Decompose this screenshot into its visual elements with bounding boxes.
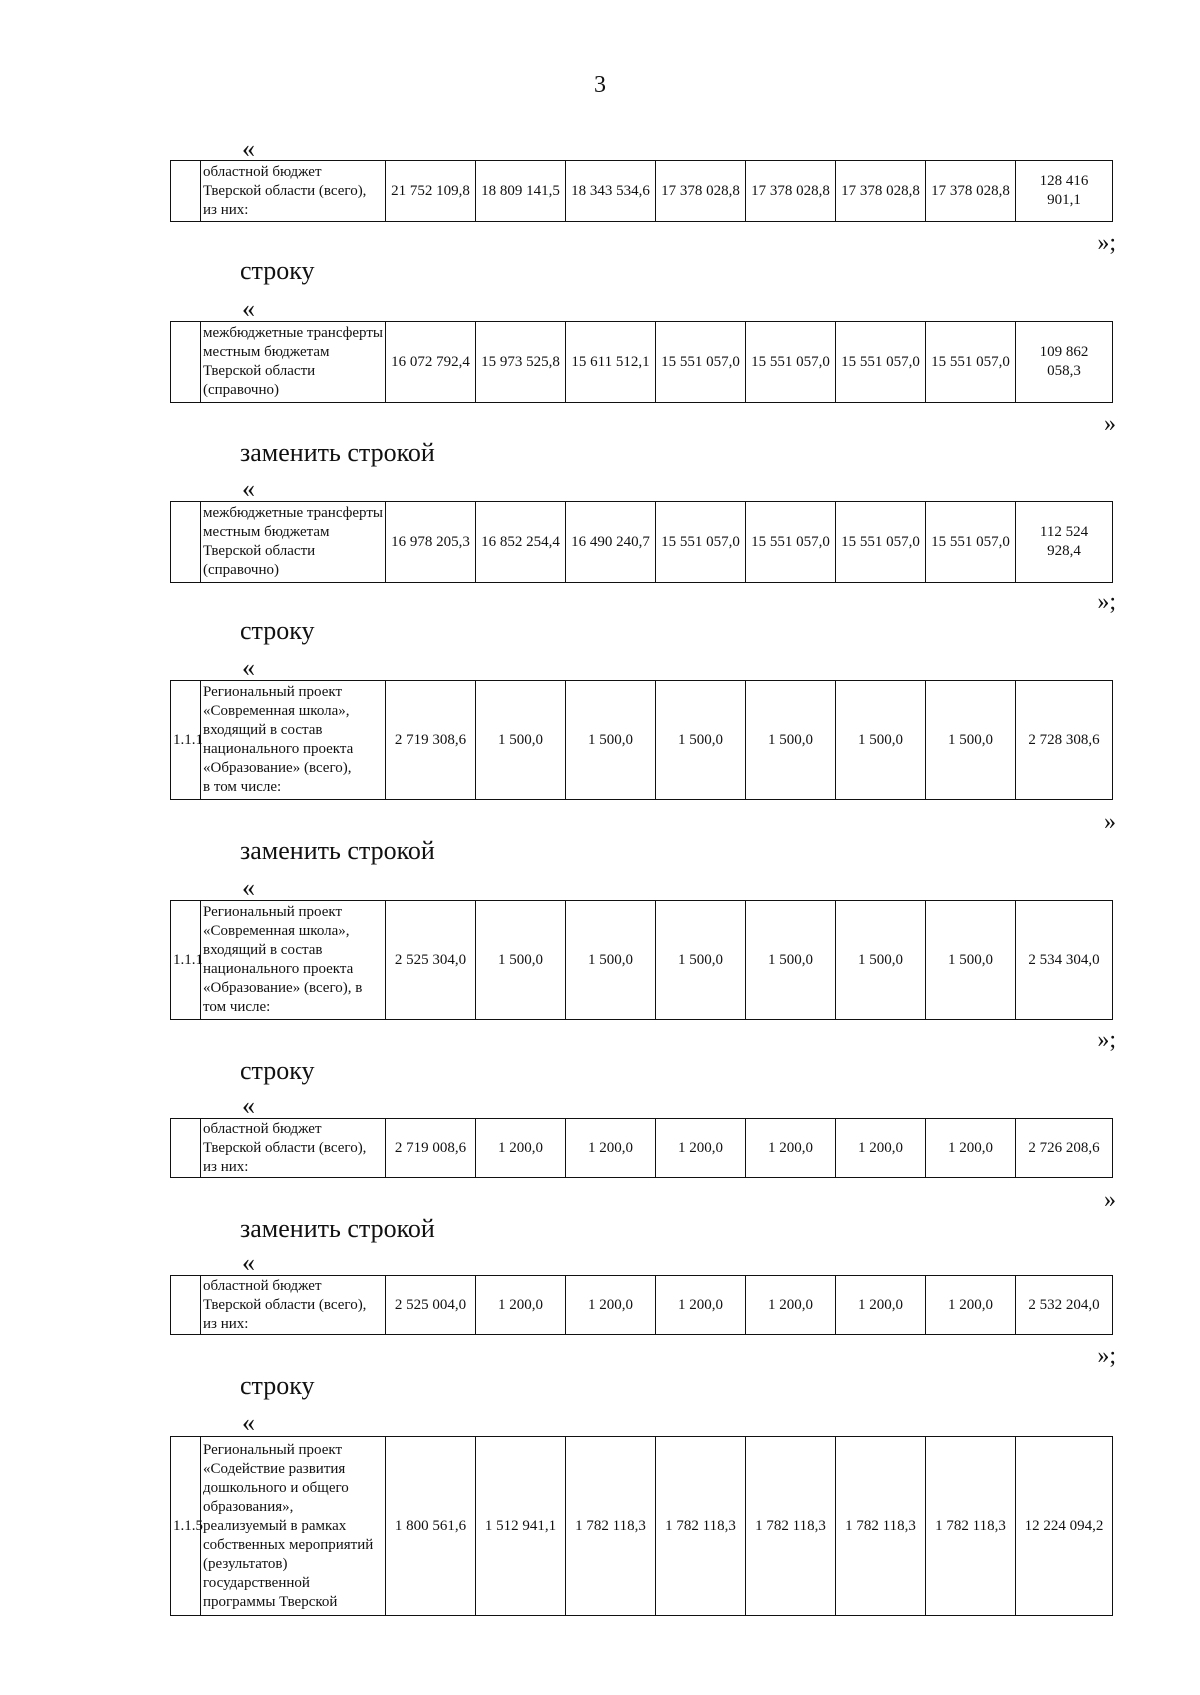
year-value-cell: 15 551 057,0 [836, 322, 926, 403]
row-label-line: «Современная школа», [203, 703, 350, 719]
row-label-line: входящий в состав [203, 722, 323, 738]
row-label-line: реализуемый в рамках [203, 1517, 347, 1534]
row-label-line: том числе: [203, 999, 271, 1015]
year-value-cell: 1 200,0 [656, 1119, 746, 1178]
year-value-cell: 15 611 512,1 [566, 322, 656, 403]
instruction-row: строку [240, 1056, 315, 1085]
year-value-cell: 1 500,0 [566, 901, 656, 1020]
year-value-cell: 15 551 057,0 [746, 322, 836, 403]
row-number [171, 161, 201, 222]
year-value-cell: 17 378 028,8 [746, 161, 836, 222]
instruction-row: строку [240, 256, 315, 285]
row-label-line: собственных мероприятий [203, 1536, 374, 1553]
year-value-cell: 21 752 109,8 [386, 161, 476, 222]
year-value-cell: 1 200,0 [746, 1276, 836, 1335]
year-value-cell: 1 200,0 [746, 1119, 836, 1178]
year-value-cell: 1 500,0 [836, 901, 926, 1020]
year-value-cell: 2 719 008,6 [386, 1119, 476, 1178]
open-quote: « [242, 653, 255, 682]
total-line: 058,3 [1047, 363, 1081, 379]
total-line: 928,4 [1047, 543, 1081, 559]
year-value-cell: 2 525 004,0 [386, 1276, 476, 1335]
year-value-cell: 1 500,0 [926, 901, 1016, 1020]
row-label [201, 161, 386, 222]
row-label-line: из них: [203, 1315, 249, 1332]
year-value-cell: 15 551 057,0 [746, 502, 836, 583]
row-label-line: областной бюджет [203, 1277, 322, 1294]
row-label [201, 1437, 386, 1616]
row-label-line: «Содействие развития [203, 1460, 346, 1477]
year-value-cell: 1 200,0 [566, 1119, 656, 1178]
total-cell [1016, 681, 1113, 800]
row-number: 1.1.1 [171, 901, 201, 1020]
instruction-row: строку [240, 1371, 315, 1400]
total-line: 2 532 204,0 [1028, 1296, 1100, 1313]
row-number: 1.1.5 [171, 1437, 201, 1616]
open-quote: « [242, 294, 255, 323]
table-row [170, 900, 1113, 1020]
row-label-line: Тверской области [203, 543, 316, 559]
close-quote: »; [1097, 1027, 1116, 1053]
row-label-line: межбюджетные трансферты [203, 505, 383, 521]
open-quote: « [242, 1091, 255, 1120]
year-value-cell: 15 551 057,0 [836, 502, 926, 583]
row-label [201, 1119, 386, 1178]
table-row [170, 680, 1113, 800]
year-value-cell: 1 200,0 [566, 1276, 656, 1335]
row-label-line: Тверской области (всего), [203, 1296, 367, 1313]
row-label-line: программы Тверской [203, 1593, 338, 1610]
total-line: 109 862 [1039, 344, 1089, 360]
row-label-line: (справочно) [203, 382, 279, 398]
total-cell [1016, 901, 1113, 1020]
total-cell [1016, 322, 1113, 403]
year-value-cell: 17 378 028,8 [926, 161, 1016, 222]
year-value-cell: 1 200,0 [476, 1119, 566, 1178]
year-value-cell: 1 500,0 [746, 901, 836, 1020]
row-label [201, 1276, 386, 1335]
total-line: 2 726 208,6 [1028, 1139, 1100, 1156]
year-value-cell: 1 500,0 [476, 901, 566, 1020]
year-value-cell: 1 200,0 [836, 1119, 926, 1178]
open-quote: « [242, 474, 255, 503]
total-line: 112 524 [1039, 524, 1089, 540]
year-value-cell: 17 378 028,8 [836, 161, 926, 222]
year-value-cell: 18 809 141,5 [476, 161, 566, 222]
year-value-cell: 1 782 118,3 [836, 1437, 926, 1616]
year-value-cell: 15 551 057,0 [926, 322, 1016, 403]
row-label-line: из них: [203, 1158, 249, 1175]
row-label-line: национального проекта [203, 741, 354, 757]
year-value-cell: 15 551 057,0 [926, 502, 1016, 583]
table-row [170, 321, 1113, 403]
row-number [171, 322, 201, 403]
close-quote: »; [1097, 589, 1116, 615]
year-value-cell: 1 500,0 [566, 681, 656, 800]
year-value-cell: 15 973 525,8 [476, 322, 566, 403]
row-label-line: дошкольного и общего [203, 1479, 349, 1496]
year-value-cell: 1 500,0 [656, 681, 746, 800]
year-value-cell: 1 500,0 [656, 901, 746, 1020]
close-quote: » [1104, 411, 1116, 437]
year-value-cell: 2 719 308,6 [386, 681, 476, 800]
total-cell [1016, 1437, 1113, 1616]
total-cell [1016, 502, 1113, 583]
close-quote: »; [1097, 1343, 1116, 1369]
row-label-line: в том числе: [203, 779, 282, 795]
year-value-cell: 1 500,0 [926, 681, 1016, 800]
row-label-line: Региональный проект [203, 1441, 343, 1458]
year-value-cell: 1 782 118,3 [746, 1437, 836, 1616]
year-value-cell: 16 852 254,4 [476, 502, 566, 583]
open-quote: « [242, 873, 255, 902]
row-number: 1.1.1 [171, 681, 201, 800]
year-value-cell: 1 500,0 [476, 681, 566, 800]
instruction-replace: заменить строкой [240, 836, 435, 865]
year-value-cell: 1 200,0 [476, 1276, 566, 1335]
instruction-row: строку [240, 616, 315, 645]
total-cell [1016, 161, 1113, 222]
row-label-line: национального проекта [203, 961, 354, 977]
row-label-line: (справочно) [203, 562, 279, 578]
year-value-cell: 15 551 057,0 [656, 322, 746, 403]
year-value-cell: 1 200,0 [926, 1276, 1016, 1335]
close-quote: »; [1097, 230, 1116, 256]
total-line: 128 416 [1039, 173, 1089, 189]
table-row [170, 160, 1113, 222]
year-value-cell: 18 343 534,6 [566, 161, 656, 222]
row-label [201, 901, 386, 1020]
row-label [201, 322, 386, 403]
total-cell [1016, 1119, 1113, 1178]
year-value-cell: 1 200,0 [656, 1276, 746, 1335]
total-line: 2 728 308,6 [1028, 731, 1100, 748]
table-row [170, 1436, 1113, 1616]
year-value-cell: 1 512 941,1 [476, 1437, 566, 1616]
year-value-cell: 16 072 792,4 [386, 322, 476, 403]
open-quote: « [242, 1408, 255, 1437]
row-number [171, 1119, 201, 1178]
row-label-line: областной бюджет [203, 1120, 322, 1137]
row-label-line: входящий в состав [203, 942, 323, 958]
instruction-replace: заменить строкой [240, 1214, 435, 1243]
row-label-line: «Современная школа», [203, 923, 350, 939]
year-value-cell: 2 525 304,0 [386, 901, 476, 1020]
table-row [170, 501, 1113, 583]
year-value-cell: 1 500,0 [836, 681, 926, 800]
total-line: 12 224 094,2 [1024, 1517, 1104, 1534]
total-cell [1016, 1276, 1113, 1335]
row-label [201, 681, 386, 800]
close-quote: » [1104, 809, 1116, 835]
row-label-line: межбюджетные трансферты [203, 325, 383, 341]
year-value-cell: 16 978 205,3 [386, 502, 476, 583]
instruction-replace: заменить строкой [240, 438, 435, 467]
year-value-cell: 15 551 057,0 [656, 502, 746, 583]
row-label-line: образования», [203, 1498, 294, 1515]
row-label-line: (результатов) [203, 1555, 288, 1572]
row-label-line: Региональный проект [203, 684, 343, 700]
row-label-line: областной бюджет [203, 163, 322, 180]
row-label [201, 502, 386, 583]
row-label-line: местным бюджетам [203, 344, 330, 360]
row-number [171, 502, 201, 583]
row-label-line: Тверской области (всего), [203, 1139, 367, 1156]
row-number [171, 1276, 201, 1335]
year-value-cell: 1 800 561,6 [386, 1437, 476, 1616]
row-label-line: «Образование» (всего), в [203, 980, 363, 996]
year-value-cell: 1 782 118,3 [656, 1437, 746, 1616]
year-value-cell: 1 782 118,3 [566, 1437, 656, 1616]
open-quote: « [242, 134, 255, 163]
row-label-line: Региональный проект [203, 904, 343, 920]
table-row [170, 1275, 1113, 1335]
row-label-line: «Образование» (всего), [203, 760, 352, 776]
year-value-cell: 1 782 118,3 [926, 1437, 1016, 1616]
total-line: 901,1 [1047, 192, 1081, 208]
row-label-line: Тверской области (всего), [203, 182, 367, 199]
table-row [170, 1118, 1113, 1178]
row-label-line: из них: [203, 201, 249, 218]
close-quote: » [1104, 1187, 1116, 1213]
year-value-cell: 1 200,0 [836, 1276, 926, 1335]
row-label-line: государственной [203, 1574, 310, 1591]
total-line: 2 534 304,0 [1028, 951, 1100, 968]
year-value-cell: 16 490 240,7 [566, 502, 656, 583]
page-number: 3 [594, 72, 606, 98]
year-value-cell: 1 500,0 [746, 681, 836, 800]
year-value-cell: 1 200,0 [926, 1119, 1016, 1178]
open-quote: « [242, 1248, 255, 1277]
row-label-line: Тверской области [203, 363, 316, 379]
year-value-cell: 17 378 028,8 [656, 161, 746, 222]
row-label-line: местным бюджетам [203, 524, 330, 540]
